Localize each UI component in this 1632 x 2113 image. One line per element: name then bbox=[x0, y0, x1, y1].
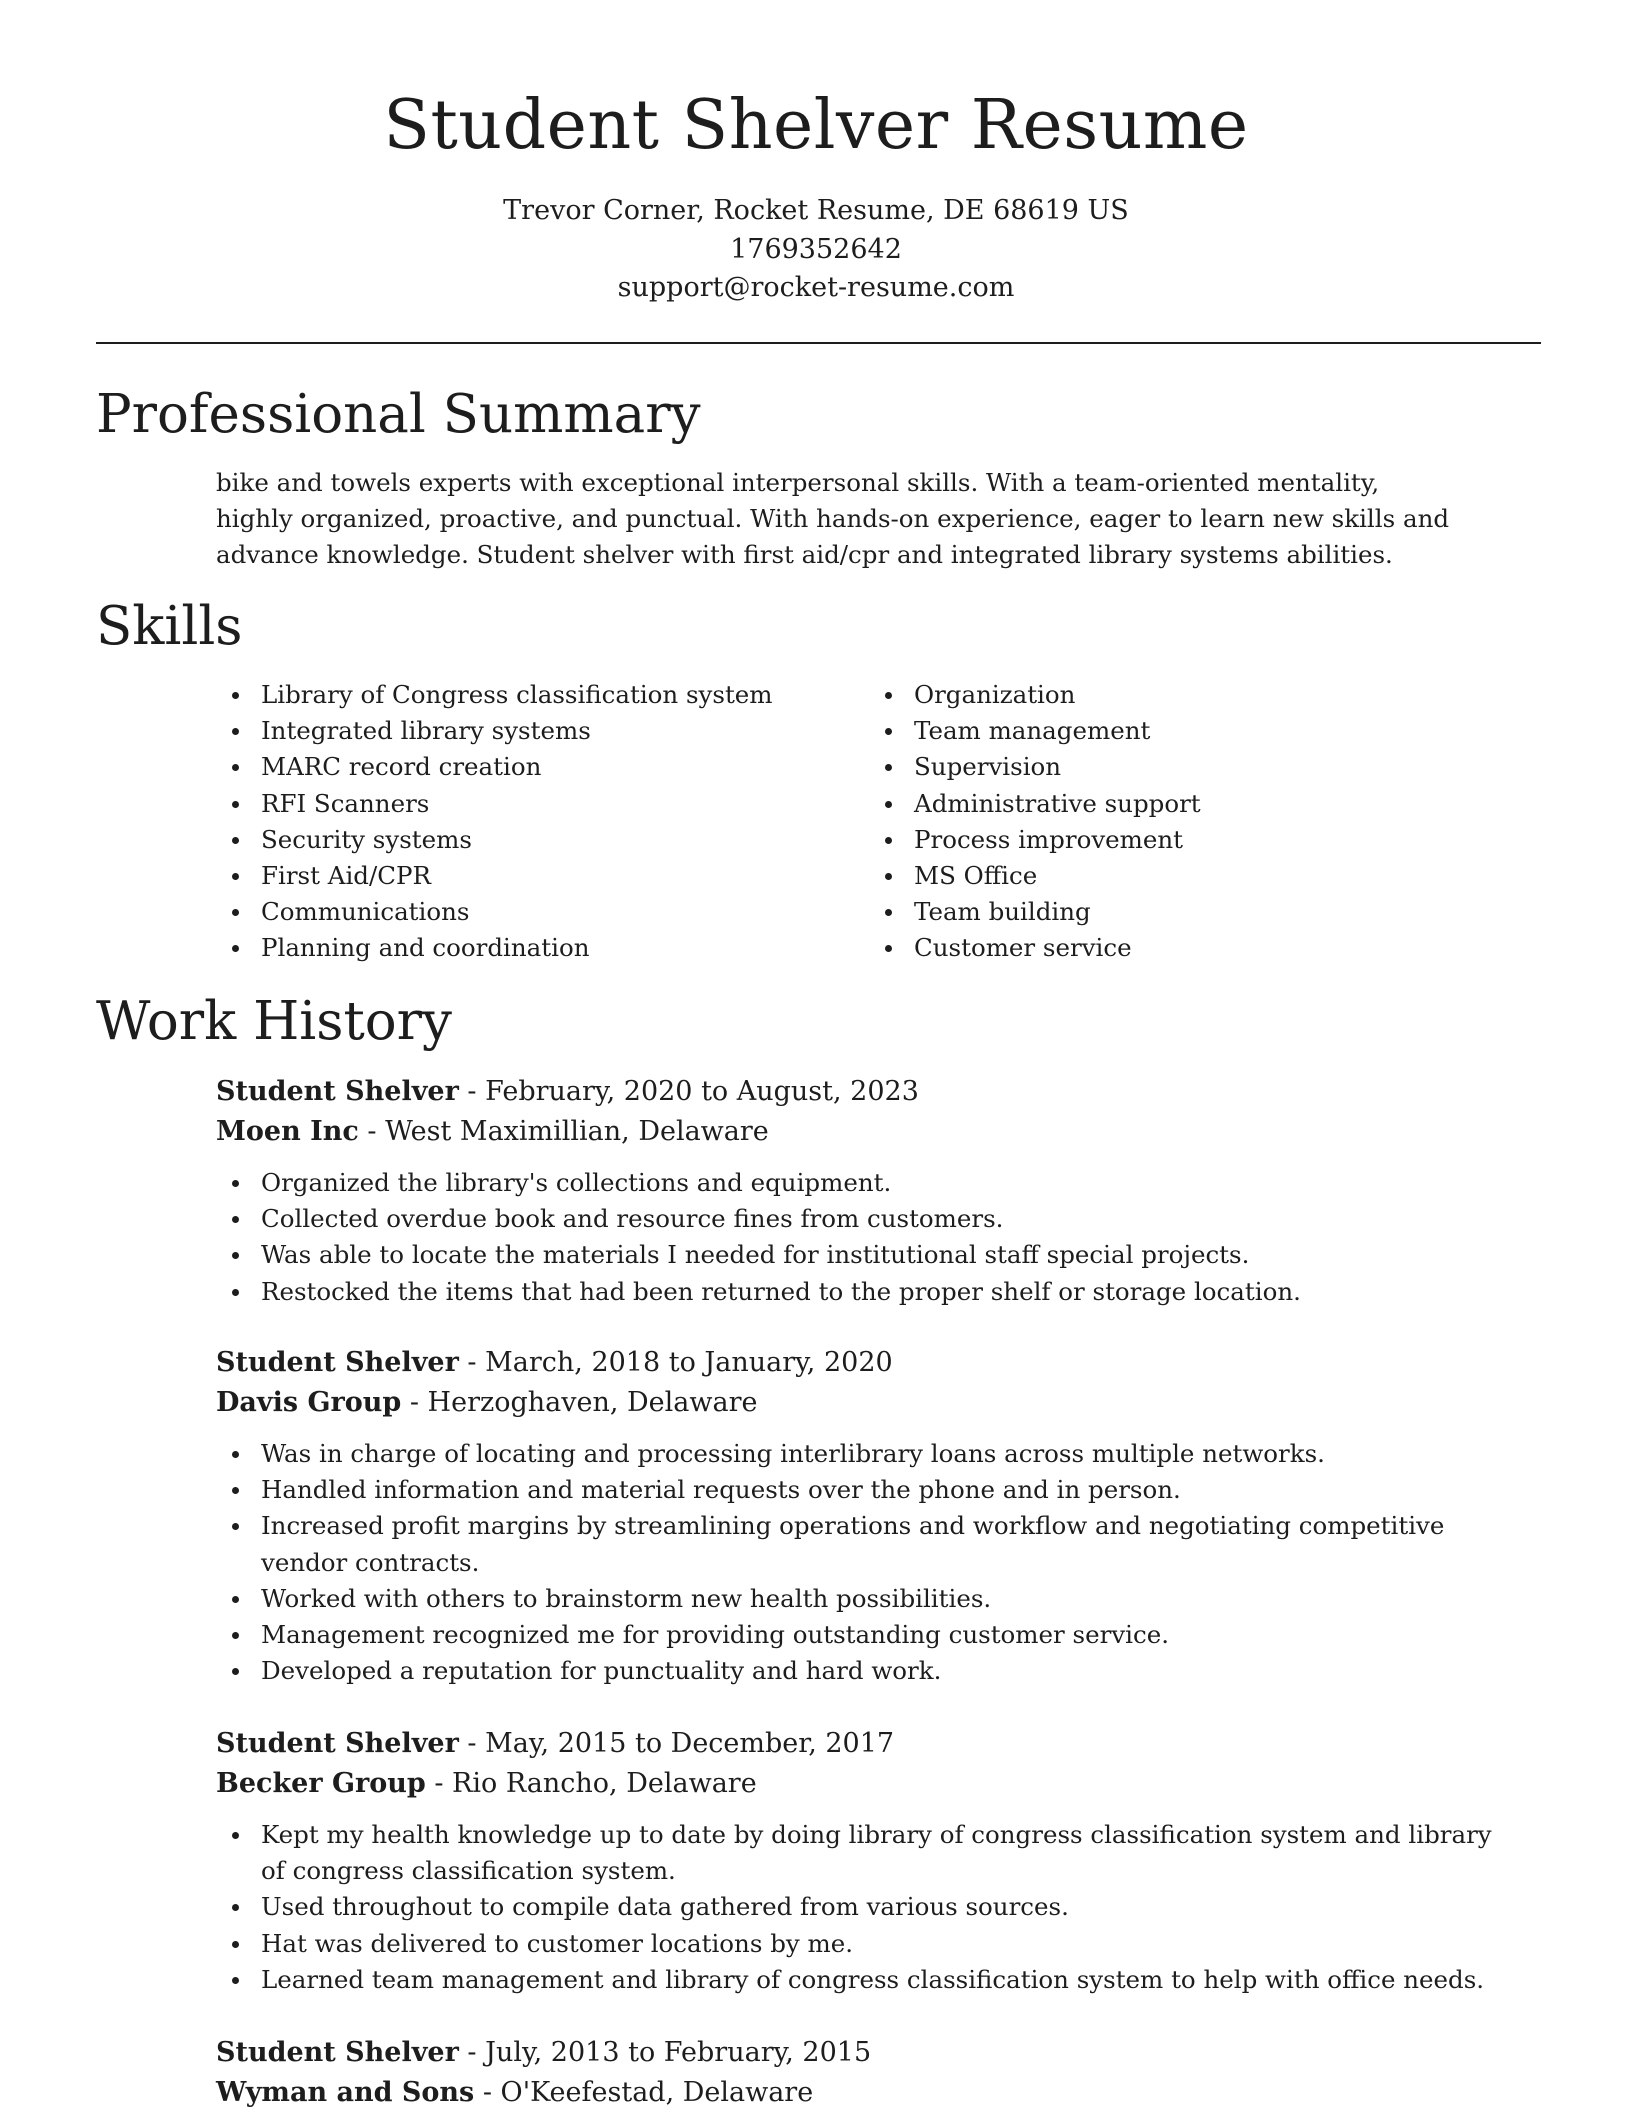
job-dates: - May, 2015 to December, 2017 bbox=[458, 1728, 895, 1759]
job-company-line bbox=[216, 2073, 1516, 2113]
job-title: Student Shelver bbox=[216, 1347, 459, 1378]
job-bullet: Used throughout to compile data gathered from various sources. bbox=[217, 1889, 1516, 1925]
skill-item: MS Office bbox=[870, 858, 1490, 894]
skill-item: MARC record creation bbox=[217, 749, 837, 785]
skills-column-right bbox=[870, 677, 1490, 967]
job-title-line bbox=[216, 1724, 1516, 1764]
skill-item: RFI Scanners bbox=[217, 786, 837, 822]
job-entry bbox=[216, 2033, 1516, 2113]
contact-phone: 1769352642 bbox=[730, 233, 902, 265]
job-company: Moen Inc bbox=[216, 1116, 359, 1147]
skill-item: First Aid/CPR bbox=[217, 858, 837, 894]
job-entry bbox=[216, 1724, 1516, 1998]
skill-item: Integrated library systems bbox=[217, 713, 837, 749]
job-title-line bbox=[216, 2033, 1516, 2073]
job-company-line bbox=[216, 1764, 1516, 1804]
job-bullet: Collected overdue book and resource fines from customers. bbox=[217, 1201, 1516, 1237]
job-location: - Rio Rancho, Delaware bbox=[425, 1768, 757, 1799]
job-location: - O'Keefestad, Delaware bbox=[474, 2077, 814, 2108]
job-location: - West Maximillian, Delaware bbox=[358, 1116, 769, 1147]
job-company: Davis Group bbox=[216, 1387, 402, 1418]
job-bullet: Management recognized me for providing outstanding customer service. bbox=[217, 1617, 1516, 1653]
job-bullet: Learned team management and library of congress classification system to help with office needs. bbox=[217, 1962, 1516, 1998]
skill-item: Security systems bbox=[217, 822, 837, 858]
job-bullet: Organized the library's collections and equipment. bbox=[217, 1165, 1516, 1201]
job-company: Wyman and Sons bbox=[216, 2077, 475, 2108]
job-location: - Herzoghaven, Delaware bbox=[401, 1387, 758, 1418]
skill-item: Planning and coordination bbox=[217, 930, 837, 966]
job-bullet: Developed a reputation for punctuality and hard work. bbox=[217, 1653, 1516, 1689]
job-bullet: Worked with others to brainstorm new health possibilities. bbox=[217, 1581, 1516, 1617]
contact-address: Trevor Corner, Rocket Resume, DE 68619 US bbox=[503, 195, 1129, 226]
job-dates: - July, 2013 to February, 2015 bbox=[458, 2037, 872, 2068]
skill-item: Process improvement bbox=[870, 822, 1490, 858]
summary-text: bike and towels experts with exceptional interpersonal skills. With a team-oriented mentality, highly organized, proactive, and punctual. With hands-on experience, eager to learn new skills and advance knowledge. Student shelver with first aid/cpr and integrated library systems abilities. bbox=[216, 468, 1450, 570]
skill-item: Supervision bbox=[870, 749, 1490, 785]
job-entry bbox=[216, 1343, 1516, 1689]
skill-item: Team management bbox=[870, 713, 1490, 749]
skills-column-left bbox=[217, 677, 837, 967]
skills-heading: Skills bbox=[96, 596, 243, 657]
skill-item: Communications bbox=[217, 894, 837, 930]
job-title: Student Shelver bbox=[216, 2037, 459, 2068]
header-divider bbox=[96, 342, 1541, 344]
work-history-heading: Work History bbox=[96, 991, 452, 1052]
skill-item: Administrative support bbox=[870, 786, 1490, 822]
skill-item: Team building bbox=[870, 894, 1490, 930]
job-title-line bbox=[216, 1343, 1516, 1383]
job-title-line bbox=[216, 1072, 1516, 1112]
contact-email: support@rocket-resume.com bbox=[617, 272, 1015, 303]
job-bullet: Increased profit margins by streamlining operations and workflow and negotiating competitive vendor contracts. bbox=[217, 1508, 1516, 1580]
job-bullets bbox=[217, 1436, 1516, 1689]
job-company-line bbox=[216, 1383, 1516, 1423]
job-bullet: Hat was delivered to customer locations by me. bbox=[217, 1926, 1516, 1962]
job-bullet: Was in charge of locating and processing interlibrary loans across multiple networks. bbox=[217, 1436, 1516, 1472]
summary-heading: Professional Summary bbox=[96, 384, 701, 445]
job-bullet: Handled information and material requests over the phone and in person. bbox=[217, 1472, 1516, 1508]
job-bullet: Was able to locate the materials I needed for institutional staff special projects. bbox=[217, 1237, 1516, 1273]
job-bullet: Restocked the items that had been returned to the proper shelf or storage location. bbox=[217, 1274, 1516, 1310]
page-title: Student Shelver Resume bbox=[383, 86, 1249, 165]
skills-list-right bbox=[870, 677, 1490, 967]
job-dates: - February, 2020 to August, 2023 bbox=[458, 1076, 919, 1107]
skill-item: Customer service bbox=[870, 930, 1490, 966]
job-title: Student Shelver bbox=[216, 1728, 459, 1759]
job-title: Student Shelver bbox=[216, 1076, 459, 1107]
job-bullet: Kept my health knowledge up to date by doing library of congress classification system and library of congress classification system. bbox=[217, 1817, 1516, 1889]
job-bullets bbox=[217, 1165, 1516, 1310]
skill-item: Library of Congress classification system bbox=[217, 677, 837, 713]
skills-list-left bbox=[217, 677, 837, 967]
skill-item: Organization bbox=[870, 677, 1490, 713]
job-company-line bbox=[216, 1112, 1516, 1152]
job-bullets bbox=[217, 1817, 1516, 1998]
job-entry bbox=[216, 1072, 1516, 1310]
job-dates: - March, 2018 to January, 2020 bbox=[458, 1347, 893, 1378]
job-company: Becker Group bbox=[216, 1768, 426, 1799]
contact-block bbox=[0, 192, 1632, 308]
